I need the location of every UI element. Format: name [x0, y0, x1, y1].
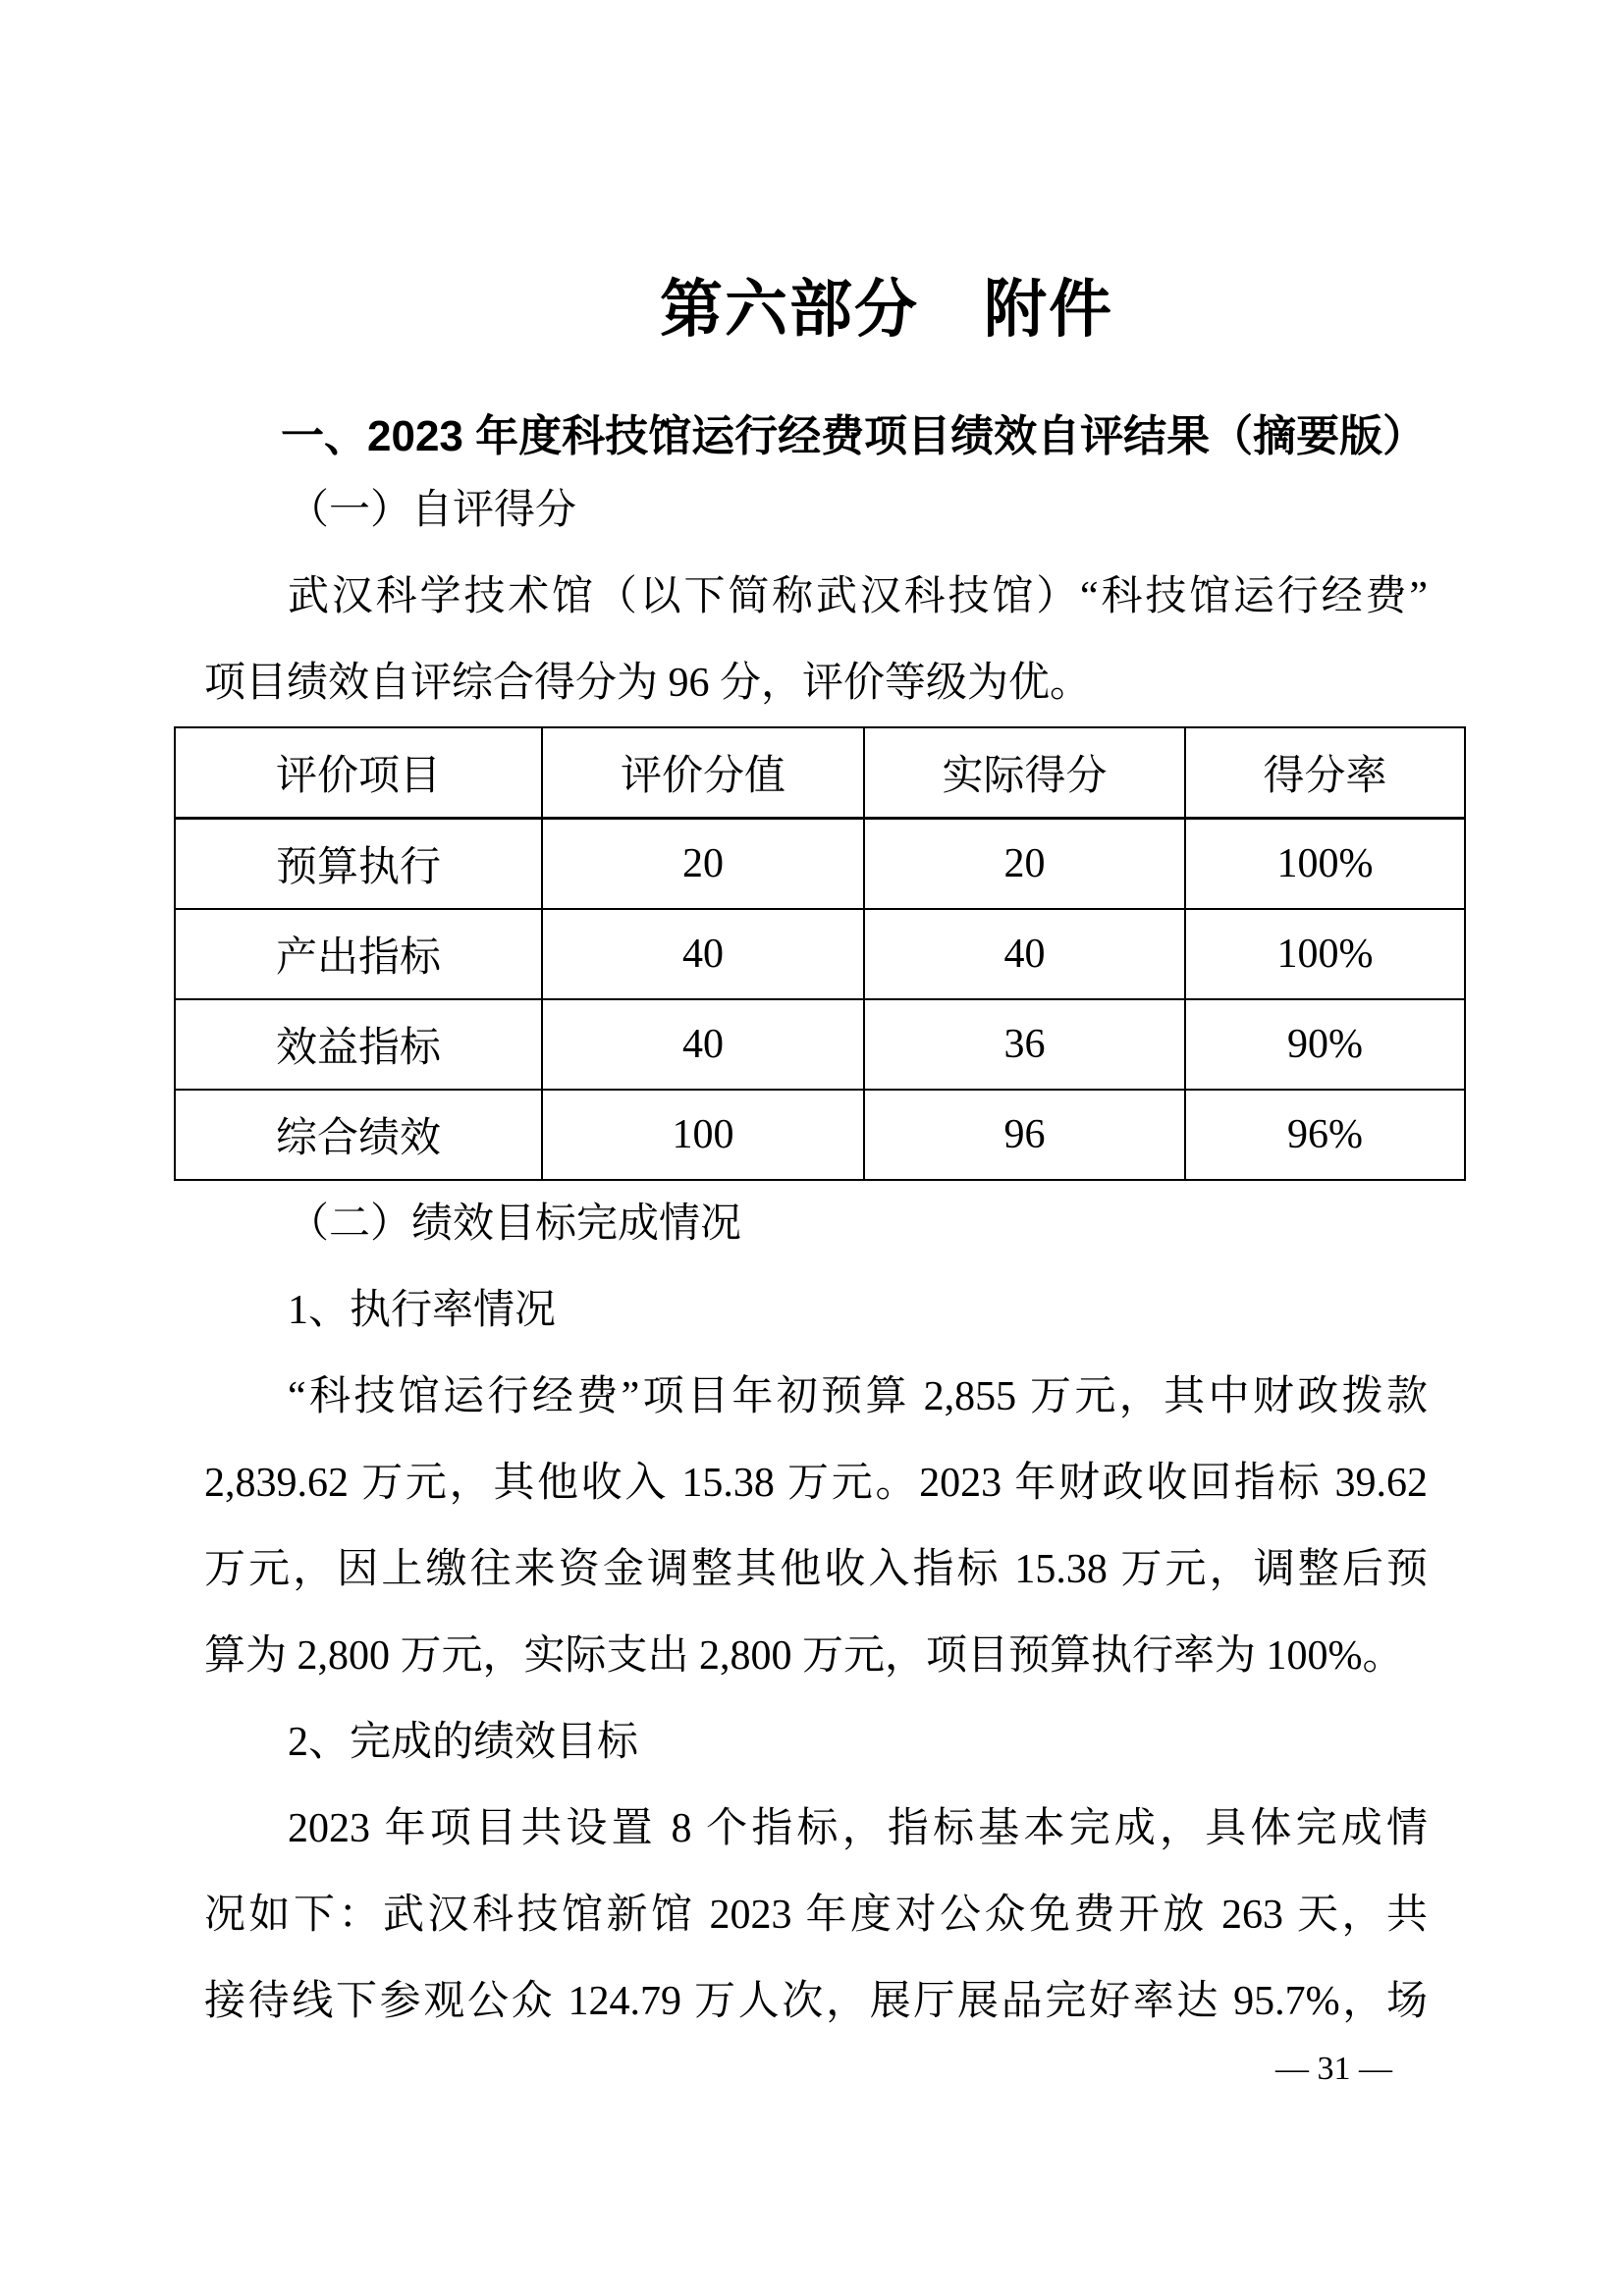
- table-row: [175, 1090, 1465, 1180]
- page-number: — 31 —: [1275, 2051, 1392, 2087]
- paragraph-line: 武汉科学技术馆（以下简称武汉科技馆）“科技馆运行经费”: [288, 574, 1428, 619]
- paragraph-completed-goals: [204, 1786, 1428, 2045]
- table-cell: 90%: [1185, 999, 1465, 1090]
- table-cell: 综合绩效: [175, 1090, 542, 1180]
- table-cell: 40: [542, 909, 864, 999]
- table-cell: 40: [542, 999, 864, 1090]
- paragraph-line: 接待线下参观公众 124.79 万人次，展厅展品完好率达 95.7%，场: [204, 1979, 1428, 2024]
- table-header-cell: 得分率: [1185, 727, 1465, 819]
- paragraph-line: 万元，因上缴往来资金调整其他收入指标 15.38 万元，调整后预: [204, 1547, 1428, 1592]
- table-row: [175, 999, 1465, 1090]
- paragraph-line: 项目绩效自评综合得分为 96 分，评价等级为优。: [204, 661, 1092, 706]
- paragraph-line: 2023 年项目共设置 8 个指标，指标基本完成，具体完成情: [288, 1806, 1428, 1851]
- table-row: [175, 727, 1465, 819]
- paragraph-execution-rate: [204, 1354, 1428, 1699]
- table-cell: 预算执行: [175, 819, 542, 910]
- subsection-heading-goal-completion: （二）绩效目标完成情况: [288, 1201, 742, 1247]
- table-cell: 产出指标: [175, 909, 542, 999]
- page-content: [204, 0, 1428, 2045]
- table-body: [175, 819, 1465, 1181]
- subsection-heading-self-score: （一）自评得分: [288, 488, 577, 533]
- table-header-cell: 评价分值: [542, 727, 864, 819]
- table-cell: 效益指标: [175, 999, 542, 1090]
- table-cell: 20: [542, 819, 864, 910]
- table-cell: 100%: [1185, 819, 1465, 910]
- table-row: [175, 909, 1465, 999]
- table-cell: 40: [864, 909, 1185, 999]
- paragraph-line: 算为 2,800 万元，实际支出 2,800 万元，项目预算执行率为 100%。: [204, 1633, 1404, 1679]
- subsection-heading-execution-rate: 1、执行率情况: [288, 1288, 557, 1333]
- table-cell: 96%: [1185, 1090, 1465, 1180]
- table-header-cell: 实际得分: [864, 727, 1185, 819]
- paragraph-line: 况如下：武汉科技馆新馆 2023 年度对公众免费开放 263 天，共: [204, 1893, 1428, 1938]
- subsection-heading-completed-goals: 2、完成的绩效目标: [288, 1720, 639, 1765]
- table-cell: 36: [864, 999, 1185, 1090]
- table-cell: 100: [542, 1090, 864, 1180]
- table-row: [175, 819, 1465, 910]
- table-header-row: [175, 727, 1465, 819]
- paragraph-line: 2,839.62 万元，其他收入 15.38 万元。2023 年财政收回指标 39.62: [204, 1461, 1428, 1506]
- document-title: 第六部分 附件: [660, 275, 1113, 345]
- self-evaluation-score-table: [174, 726, 1466, 1181]
- table-header-cell: 评价项目: [175, 727, 542, 819]
- table-cell: 20: [864, 819, 1185, 910]
- table-cell: 100%: [1185, 909, 1465, 999]
- table-cell: 96: [864, 1090, 1185, 1180]
- paragraph-self-score: [204, 554, 1428, 726]
- section-heading: 一、2023 年度科技馆运行经费项目绩效自评结果（摘要版）: [281, 412, 1427, 460]
- paragraph-line: “科技馆运行经费”项目年初预算 2,855 万元，其中财政拨款: [288, 1374, 1428, 1419]
